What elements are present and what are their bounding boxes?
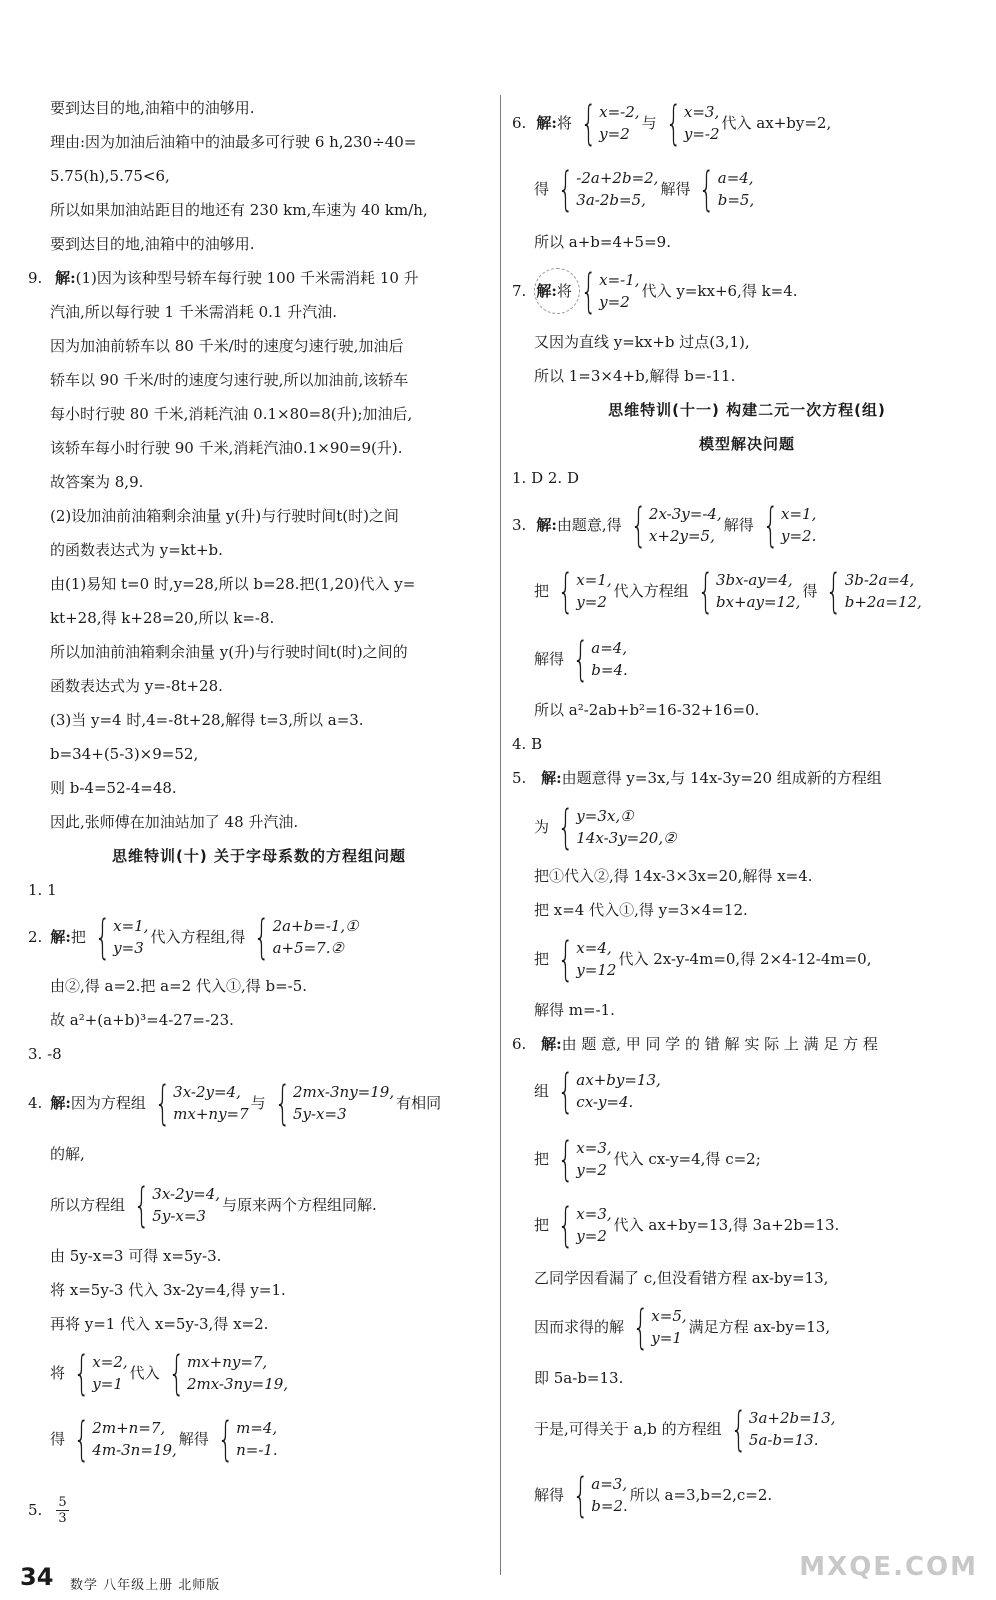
text-fragment: 代入方程组 [613,582,689,600]
solution-label: 解: [541,1035,562,1053]
question-number: 2. [28,928,43,946]
equation-system: { x=3, y=-2 [665,96,720,150]
text-fragment: 代入 y=kx+6,得 k=4. [641,282,798,300]
text-fragment: 代入 ax+by=2, [721,114,832,132]
text-line [534,1404,982,1454]
text-line: 由②,得 a=2.把 a=2 代入①,得 b=-5. [50,977,308,995]
text-fragment: 所以方程组 [50,1196,126,1214]
text-fragment: 得 [534,180,550,198]
page-number: 34 [20,1563,54,1591]
text-line [50,1348,490,1398]
equation-system: { 3x-2y=4, mx+ny=7 [154,1076,249,1130]
text-fragment: 有相同 [396,1094,442,1112]
text-line: 因此,张师傅在加油站加了 48 升汽油. [50,813,299,831]
text-line: 再将 y=1 代入 x=5y-3,得 x=2. [50,1315,269,1333]
column-divider [500,95,501,1575]
question-number: 5. [512,769,527,787]
text-fragment: 将 [556,282,572,300]
equation-system: { 3bx-ay=4, bx+ay=12, [697,564,801,618]
text-fragment: 因为方程组 [70,1094,146,1112]
question-9 [28,268,490,290]
text-line: 由 5y-x=3 可得 x=5y-3. [50,1247,222,1265]
text-line: 又因为直线 y=kx+b 过点(3,1), [534,333,750,351]
solution-label: 解: [50,928,71,946]
text-line [534,1066,982,1116]
text-fragment: 把 [534,1150,550,1168]
equation-system: { 3x-2y=4, 5y-x=3 [133,1178,221,1232]
text-line: 所以 1=3×4+b,解得 b=-11. [534,367,736,385]
text-line: 把①代入②,得 14x-3×3x=20,解得 x=4. [534,867,813,885]
text-line [50,1180,490,1230]
text-line: 理由:因为加油后油箱中的油最多可行驶 6 h,230÷40= [50,133,417,151]
text-line: 所以加油前油箱剩余油量 y(升)与行驶时间t(时)之间的 [50,643,408,661]
equation-system: { x=2, y=1 [73,1346,128,1400]
text-line: 的函数表达式为 y=kt+b. [50,541,223,559]
text-line [534,1200,982,1250]
text-fragment: 代入 cx-y=4,得 c=2; [613,1150,761,1168]
equation-system: { 2m+n=7, 4m-3n=19, [73,1412,177,1466]
equation-system: { x=1, y=2 [557,564,612,618]
text-line: 所以 a+b=4+5=9. [534,233,671,251]
equation-system: { 3b-2a=4, b+2a=12, [826,564,922,618]
answer-line: 1. D 2. D [512,469,579,487]
equation-system: { x=-2, y=2 [580,96,640,150]
text-line: 汽油,所以每行驶 1 千米需消耗 0.1 升汽油. [50,303,338,321]
question-number: 6. [512,114,527,132]
question-number: 5. [28,1501,43,1519]
text-line [534,566,982,616]
text-fragment: 满足方程 ax-by=13, [688,1318,831,1336]
answer-line: 1. 1 [28,881,57,899]
equation-system: { a=4, b=4. [572,632,628,686]
footer-text: 数学 八年级上册 北师版 [70,1578,221,1593]
section-heading: 思维特训(十一) 构建二元一次方程(组) [608,401,886,419]
text-line: 乙同学因看漏了 c,但没看错方程 ax-by=13, [534,1269,829,1287]
stamp-mark [534,268,580,314]
text-line: (3)当 y=4 时,4=-8t+28,解得 t=3,所以 a=3. [50,711,364,729]
text-fragment: 为 [534,818,550,836]
text-line: kt+28,得 k+28=20,所以 k=-8. [50,609,275,627]
question-number: 4. [28,1094,43,1112]
equation-system: { a=4, b=5, [699,162,755,216]
equation-system: { x=5, y=1 [632,1300,687,1354]
text-fragment: 代入 2x-y-4m=0,得 2×4-12-4m=0, [618,950,872,968]
text-line: 每小时行驶 80 千米,消耗汽油 0.1×80=8(升);加油后, [50,405,413,423]
watermark-logo: MXQE.COM [799,1552,978,1582]
text-line [534,634,982,684]
equation-system: { x=1, y=2. [762,498,817,552]
question-6b [512,1034,982,1056]
equation-system: { x=-1, y=2 [580,264,640,318]
question-3 [512,500,982,550]
text-line [534,802,982,852]
text-line [534,1302,982,1352]
text-fragment: 解得 [534,1486,565,1504]
text-fragment: 得 [802,582,818,600]
text-line: 把 x=4 代入①,得 y=3×4=12. [534,901,748,919]
solution-label: 解: [536,282,557,300]
solution-label: 解: [536,114,557,132]
text-line: 所以 a²-2ab+b²=16-32+16=0. [534,701,760,719]
text-line [534,1470,982,1520]
equation-system: { mx+ny=7, 2mx-3ny=19, [168,1346,289,1400]
text-fragment: 由 题 意, 甲 同 学 的 错 解 实 际 上 满 足 方 程 [561,1035,878,1053]
answer-line: 3. -8 [28,1045,62,1063]
text-fragment: 所以 a=3,b=2,c=2. [629,1486,773,1504]
text-line: 由(1)易知 t=0 时,y=28,所以 b=28.把(1,20)代入 y= [50,575,416,593]
solution-label: 解: [55,269,76,287]
text-fragment: 解得 [660,180,691,198]
text-line: 因为加油前轿车以 80 千米/时的速度匀速行驶,加油后 [50,337,404,355]
section-subheading: 模型解决问题 [698,435,795,453]
text-line: 轿车以 90 千米/时的速度匀速行驶,所以加油前,该轿车 [50,371,409,389]
equation-system: { 2x-3y=-4, x+2y=5, [630,498,722,552]
solution-label: 解: [541,769,562,787]
equation-system: { a=3, b=2. [572,1468,628,1522]
text-line: b=34+(5-3)×9=52, [50,745,199,763]
text-fragment: 代入 [129,1364,160,1382]
text-fragment: 解得 [178,1430,209,1448]
question-number: 6. [512,1035,527,1053]
text-line: 则 b-4=52-4=48. [50,779,177,797]
text-line: 将 x=5y-3 代入 3x-2y=4,得 y=1. [50,1281,286,1299]
text-fragment: 把 [534,1216,550,1234]
text-fragment: 组 [534,1082,550,1100]
equation-system: { 2mx-3ny=19, 5y-x=3 [274,1076,395,1130]
equation-system: { m=4, n=-1. [217,1412,278,1466]
equation-system: { x=1, y=3 [94,910,149,964]
text-line [534,934,982,984]
text-fragment: 代入 ax+by=13,得 3a+2b=13. [613,1216,840,1234]
text-fragment: 将 [50,1364,66,1382]
text-line: (2)设加油前油箱剩余油量 y(升)与行驶时间t(时)之间 [50,507,399,525]
equation-system: { 3a+2b=13, 5a-b=13. [730,1402,836,1456]
text-line: 要到达目的地,油箱中的油够用. [50,99,255,117]
text-fragment: 把 [70,928,86,946]
text-line [534,164,982,214]
text-fragment: 因而求得的解 [534,1318,625,1336]
equation-system: { 2a+b=-1,① a+5=7.② [253,910,359,964]
text-line [534,1134,982,1184]
text-fragment: 得 [50,1430,66,1448]
text-line: 故答案为 8,9. [50,473,144,491]
text-line [50,1414,490,1464]
text-line: 5.75(h),5.75<6, [50,167,170,185]
answer-line: 4. B [512,735,543,753]
section-heading: 思维特训(十) 关于字母系数的方程组问题 [112,847,406,865]
text-fragment: 与 [641,114,657,132]
question-5 [512,768,982,790]
question-number: 3. [512,516,527,534]
text-fragment: 与 [250,1094,266,1112]
text-fragment: 于是,可得关于 a,b 的方程组 [534,1420,722,1438]
fraction: $\frac{5}{3}$ [58,1494,67,1526]
text-line: 该轿车每小时行驶 90 千米,消耗汽油0.1×90=9(升). [50,439,403,457]
text-fragment: 解得 [534,650,565,668]
question-number: 9. [28,269,43,287]
text-fragment: 将 [556,114,572,132]
text-fragment: 由题意,得 [556,516,622,534]
equation-system: { ax+by=13, cx-y=4. [557,1064,661,1118]
text-fragment: 解得 [723,516,754,534]
solution-label: 解: [536,516,557,534]
text-fragment: 把 [534,582,550,600]
equation-system: { y=3x,① 14x-3y=20,② [557,800,677,854]
text-fragment: 代入方程组,得 [150,928,246,946]
text-fragment: 由题意得 y=3x,与 14x-3y=20 组成新的方程组 [561,769,882,787]
text-line: 要到达目的地,油箱中的油够用. [50,235,255,253]
equation-system: { x=4, y=12 [557,932,617,986]
text-line: 的解, [50,1145,85,1163]
question-6 [512,98,982,148]
text-line: 即 5a-b=13. [534,1369,624,1387]
text-fragment: 与原来两个方程组同解. [222,1196,377,1214]
question-7 [512,266,982,316]
text-line: 函数表达式为 y=-8t+28. [50,677,223,695]
question-number: 7. [512,282,527,300]
text-line: 所以如果加油站距目的地还有 230 km,车速为 40 km/h, [50,201,428,219]
text-fragment: 把 [534,950,550,968]
question-2 [28,912,490,962]
question-5 [28,1490,490,1530]
equation-system: { -2a+2b=2, 3a-2b=5, [557,162,659,216]
question-4 [28,1078,490,1128]
equation-system: { x=3, y=2 [557,1198,612,1252]
solution-label: 解: [50,1094,71,1112]
equation-system: { x=3, y=2 [557,1132,612,1186]
text-line: (1)因为该种型号轿车每行驶 100 千米需消耗 10 升 [75,269,419,287]
text-line: 解得 m=-1. [534,1001,615,1019]
text-line: 故 a²+(a+b)³=4-27=-23. [50,1011,234,1029]
